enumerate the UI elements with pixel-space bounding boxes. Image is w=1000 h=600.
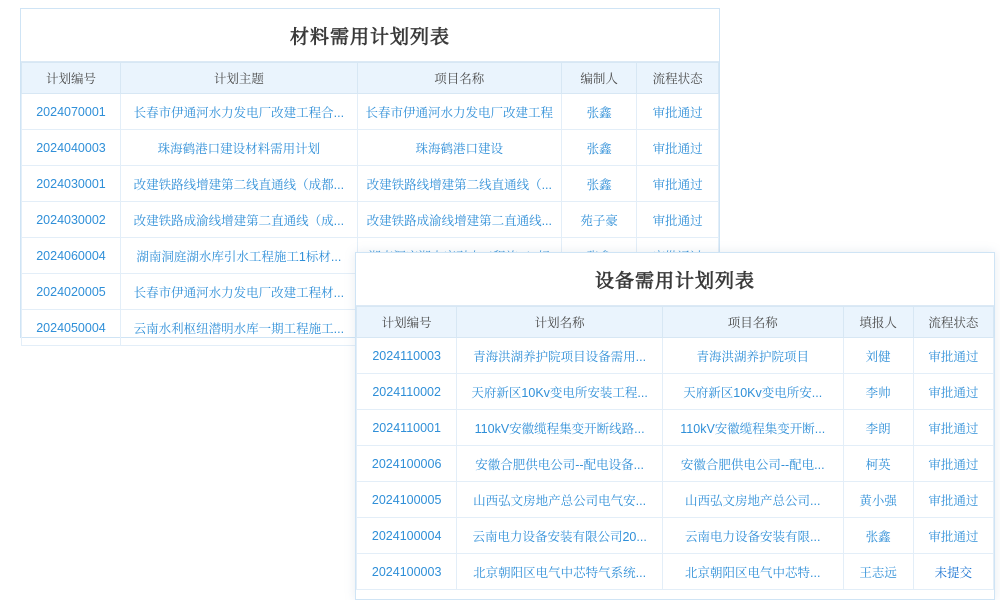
cell-code[interactable]: 2024100005 <box>357 482 457 518</box>
cell-project[interactable]: 山西弘文房地产总公司... <box>662 482 843 518</box>
cell-status: 审批通过 <box>637 202 719 238</box>
column-header-project[interactable]: 项目名称 <box>662 307 843 338</box>
cell-project[interactable]: 云南电力设备安装有限... <box>662 518 843 554</box>
table-header-row <box>22 63 719 94</box>
cell-code[interactable]: 2024030002 <box>22 202 121 238</box>
cell-status: 审批通过 <box>913 410 993 446</box>
cell-project[interactable]: 改建铁路线增建第二线直通线（... <box>357 166 561 202</box>
cell-author: 李朗 <box>843 410 913 446</box>
cell-status: 审批通过 <box>913 518 993 554</box>
cell-status: 审批通过 <box>637 166 719 202</box>
column-header-status[interactable]: 流程状态 <box>913 307 993 338</box>
cell-code[interactable]: 2024100003 <box>357 554 457 590</box>
table-row[interactable] <box>357 410 994 446</box>
table-row[interactable] <box>357 518 994 554</box>
cell-status: 审批通过 <box>913 482 993 518</box>
column-header-subject[interactable]: 计划主题 <box>120 63 357 94</box>
cell-name[interactable]: 山西弘文房地产总公司电气安... <box>457 482 663 518</box>
material-panel-title: 材料需用计划列表 <box>21 9 719 62</box>
cell-status: 审批通过 <box>913 374 993 410</box>
cell-author: 柯英 <box>843 446 913 482</box>
table-header-row <box>357 307 994 338</box>
column-header-author[interactable]: 编制人 <box>561 63 637 94</box>
column-header-code[interactable]: 计划编号 <box>22 63 121 94</box>
column-header-author[interactable]: 填报人 <box>843 307 913 338</box>
column-header-code[interactable]: 计划编号 <box>357 307 457 338</box>
cell-status: 审批通过 <box>913 446 993 482</box>
table-row[interactable] <box>357 554 994 590</box>
cell-code[interactable]: 2024030001 <box>22 166 121 202</box>
cell-code[interactable]: 2024070001 <box>22 94 121 130</box>
table-row[interactable] <box>22 202 719 238</box>
cell-code[interactable]: 2024110002 <box>357 374 457 410</box>
cell-status: 审批通过 <box>637 94 719 130</box>
cell-name[interactable]: 110kV安徽缆程集变开断线路... <box>457 410 663 446</box>
device-panel-title: 设备需用计划列表 <box>356 253 994 306</box>
cell-author: 黄小强 <box>843 482 913 518</box>
cell-code[interactable]: 2024060004 <box>22 238 121 274</box>
cell-subject[interactable]: 改建铁路成渝线增建第二直通线（成... <box>120 202 357 238</box>
column-header-name[interactable]: 计划名称 <box>457 307 663 338</box>
device-plan-panel <box>355 252 995 600</box>
table-row[interactable] <box>22 130 719 166</box>
cell-name[interactable]: 北京朝阳区电气中芯特气系统... <box>457 554 663 590</box>
cell-project[interactable]: 北京朝阳区电气中芯特... <box>662 554 843 590</box>
cell-subject[interactable]: 长春市伊通河水力发电厂改建工程材... <box>120 274 357 310</box>
device-plan-table <box>356 306 994 590</box>
table-row[interactable] <box>357 482 994 518</box>
column-header-project[interactable]: 项目名称 <box>357 63 561 94</box>
cell-code[interactable]: 2024110003 <box>357 338 457 374</box>
cell-subject[interactable]: 长春市伊通河水力发电厂改建工程合... <box>120 94 357 130</box>
cell-subject[interactable]: 云南水利枢纽潜明水库一期工程施工... <box>120 310 357 346</box>
cell-project[interactable]: 安徽合肥供电公司--配电... <box>662 446 843 482</box>
cell-status: 未提交 <box>913 554 993 590</box>
cell-code[interactable]: 2024100004 <box>357 518 457 554</box>
table-row[interactable] <box>357 338 994 374</box>
cell-code[interactable]: 2024050004 <box>22 310 121 346</box>
cell-author: 张鑫 <box>843 518 913 554</box>
cell-name[interactable]: 云南电力设备安装有限公司20... <box>457 518 663 554</box>
cell-author: 苑子豪 <box>561 202 637 238</box>
cell-project[interactable]: 长春市伊通河水力发电厂改建工程 <box>357 94 561 130</box>
cell-project[interactable]: 青海洪湖养护院项目 <box>662 338 843 374</box>
cell-project[interactable]: 改建铁路成渝线增建第二直通线... <box>357 202 561 238</box>
cell-author: 刘健 <box>843 338 913 374</box>
cell-author: 张鑫 <box>561 94 637 130</box>
cell-name[interactable]: 安徽合肥供电公司--配电设备... <box>457 446 663 482</box>
table-row[interactable] <box>22 166 719 202</box>
cell-subject[interactable]: 改建铁路线增建第二线直通线（成都... <box>120 166 357 202</box>
table-row[interactable] <box>357 446 994 482</box>
table-row[interactable] <box>22 94 719 130</box>
cell-code[interactable]: 2024100006 <box>357 446 457 482</box>
cell-project[interactable]: 珠海鹤港口建设 <box>357 130 561 166</box>
table-row[interactable] <box>357 374 994 410</box>
cell-status: 审批通过 <box>913 338 993 374</box>
device-table-wrap <box>356 306 994 590</box>
cell-subject[interactable]: 珠海鹤港口建设材料需用计划 <box>120 130 357 166</box>
cell-name[interactable]: 青海洪湖养护院项目设备需用... <box>457 338 663 374</box>
cell-code[interactable]: 2024110001 <box>357 410 457 446</box>
cell-author: 王志远 <box>843 554 913 590</box>
cell-author: 李帅 <box>843 374 913 410</box>
cell-code[interactable]: 2024020005 <box>22 274 121 310</box>
cell-author: 张鑫 <box>561 166 637 202</box>
cell-author: 张鑫 <box>561 130 637 166</box>
cell-project[interactable]: 110kV安徽缆程集变开断... <box>662 410 843 446</box>
cell-subject[interactable]: 湖南洞庭湖水库引水工程施工1标材... <box>120 238 357 274</box>
column-header-status[interactable]: 流程状态 <box>637 63 719 94</box>
cell-project[interactable]: 天府新区10Kv变电所安... <box>662 374 843 410</box>
cell-name[interactable]: 天府新区10Kv变电所安装工程... <box>457 374 663 410</box>
cell-status: 审批通过 <box>637 130 719 166</box>
cell-code[interactable]: 2024040003 <box>22 130 121 166</box>
